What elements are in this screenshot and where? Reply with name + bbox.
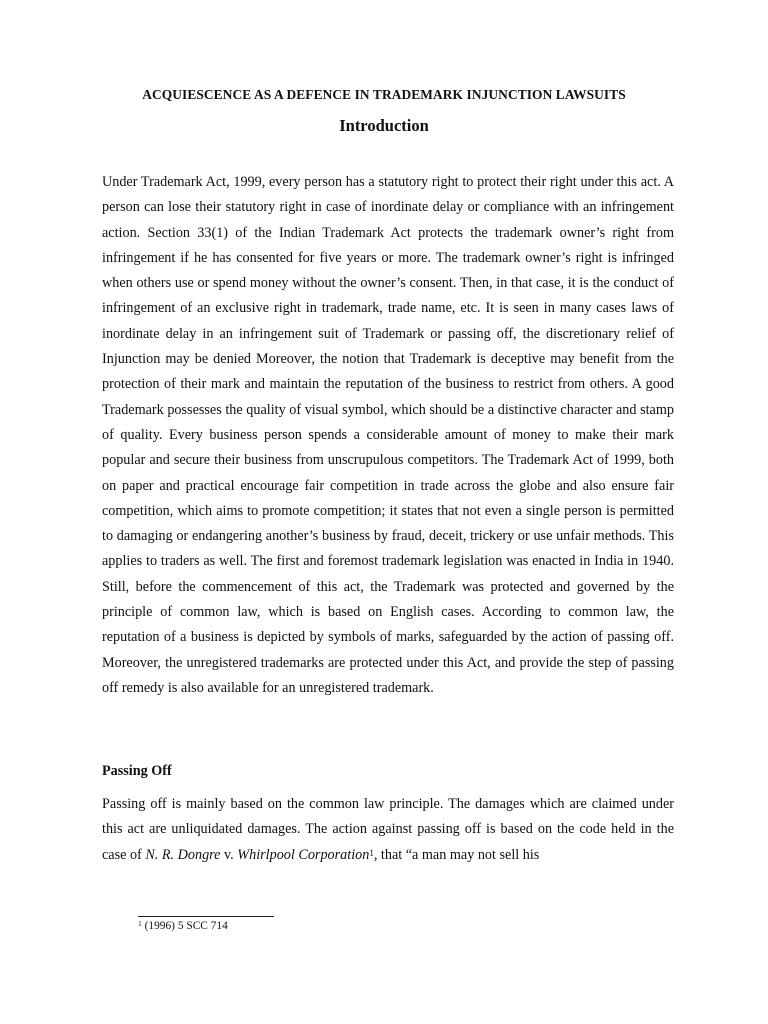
introduction-heading: Introduction — [339, 116, 429, 135]
passing-off-paragraph — [102, 792, 674, 868]
passing-off-text-start: Passing off is mainly based on the common law principle. The damages which are claimed under this act are unliquidated damages. The action against passing off is based on the code held in the case of — [102, 796, 674, 863]
footnote-separator — [138, 916, 274, 917]
passing-off-text-end: , that “a man may not sell his — [373, 846, 540, 863]
footnote-number: 1 — [138, 919, 142, 928]
footnote — [138, 920, 228, 932]
introduction-paragraph: Under Trademark Act, 1999, every person has a statutory right to protect their right under this act. A person can lose their statutory right in case of inordinate delay or compliance with an infringement action. Section 33(1) of the Indian Trademark Act protects the trademark owner’s right from infringement if he has consented for five years or more. The trademark owner’s right is infringed when others use or spend money without the owner’s consent. Then, in that case, it is the conduct of infringement of an exclusive right in trademark, trade name, etc. It is seen in many cases laws of inordinate delay in an infringement suit of Trademark or passing off, the discretionary relief of Injunction may be denied Moreover, the notion that Trademark is deceptive may benefit from the protection of their mark and maintain the reputation of the business to restrict from others. A good Trademark possesses the quality of visual symbol, which should be a distinctive character and stamp of quality. Every business person spends a considerable amount of money to make their mark popular and secure their business from unscrupulous competitors. The Trademark Act of 1999, both on paper and practical encourage fair competition in trade across the globe and also ensure fair competition, which aims to promote competition; it states that not even a single person is permitted to damaging or endangering another’s business by fraud, deceit, trickery or use unfair methods. This applies to traders as well. The first and foremost trademark legislation was enacted in India in 1940. Still, before the commencement of this act, the Trademark was protected and governed by the principle of common law, which is based on English cases. According to common law, the reputation of a business is depicted by symbols of marks, safeguarded by the action of passing off. Moreover, the unregistered trademarks are protected under this Act, and provide the step of passing off remedy is also available for an unregistered trademark. — [102, 174, 674, 696]
footnote-reference: 1 — [369, 847, 374, 858]
case-party-1: N. R. Dongre — [145, 846, 221, 863]
document-title: ACQUIESCENCE AS A DEFENCE IN TRADEMARK INJUNCTION LAWSUITS — [142, 87, 626, 102]
case-party-2: Whirlpool Corporation — [237, 846, 370, 863]
passing-off-heading: Passing Off — [102, 763, 172, 779]
footnote-text: (1996) 5 SCC 714 — [141, 920, 228, 932]
case-versus: v. — [220, 846, 238, 863]
